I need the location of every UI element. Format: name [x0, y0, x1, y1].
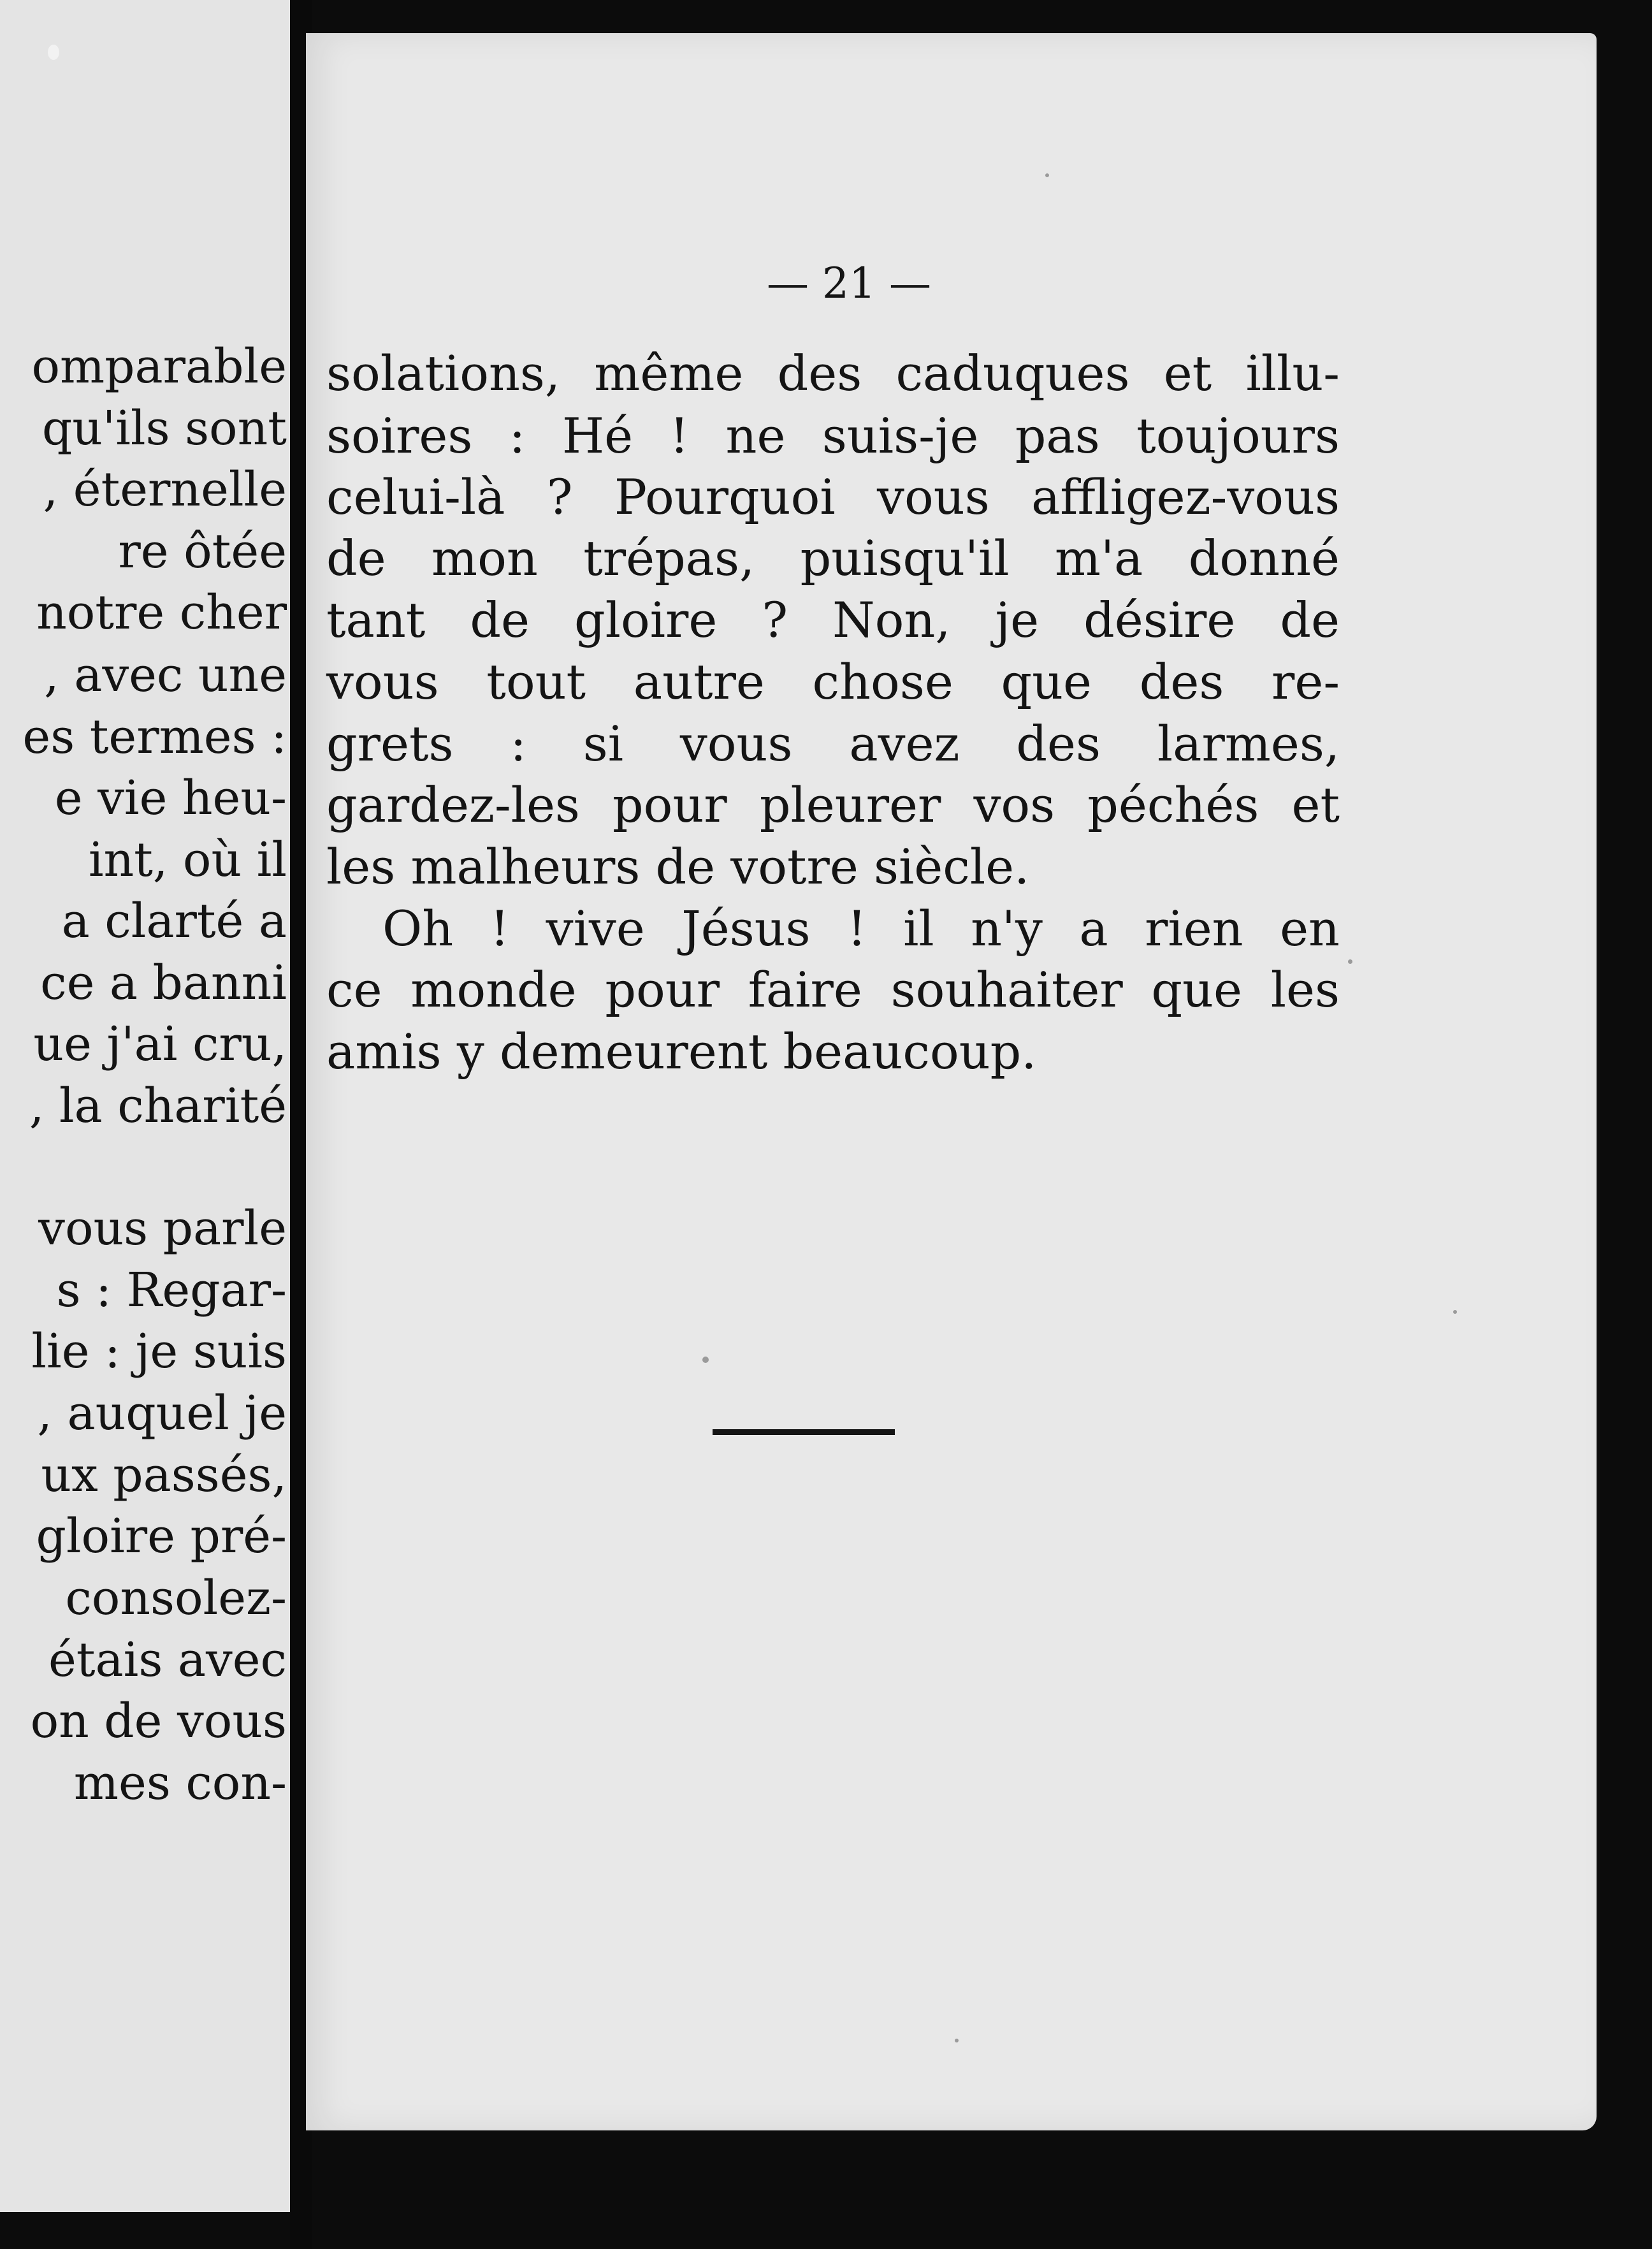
left-text-line: on de vous	[30, 1694, 287, 1749]
left-text-line: a clarté a	[61, 894, 287, 949]
paper-speck	[48, 45, 59, 60]
left-text-line: , éternelle	[43, 462, 287, 517]
body-text-line: gardez-les pour pleurer vos péchés et	[326, 776, 1340, 833]
left-text-line: omparable	[31, 339, 287, 394]
left-text-line: gloire pré-	[36, 1509, 287, 1564]
left-text-line: mes con-	[73, 1756, 287, 1810]
body-text-line: de mon trépas, puisqu'il m'a donné	[326, 530, 1340, 586]
previous-page-fragment	[0, 0, 300, 2212]
left-text-line: int, où il	[88, 833, 287, 887]
left-text-line: s : Regar-	[56, 1263, 287, 1318]
left-text-line: consolez-	[65, 1571, 287, 1626]
body-text-line: grets : si vous avez des larmes,	[326, 715, 1340, 772]
body-text-line: ce monde pour faire souhaiter que les	[326, 961, 1340, 1018]
paper-speck	[702, 1357, 709, 1363]
body-text-line: soires : Hé ! ne suis-je pas toujours	[326, 407, 1340, 464]
left-text-line: ux passés,	[41, 1448, 287, 1503]
body-text-line: amis y demeurent beaucoup.	[326, 1023, 1037, 1080]
page-number: — 21 —	[767, 259, 931, 308]
paper-speck	[1453, 1310, 1457, 1314]
left-text-line: vous parle	[38, 1201, 287, 1256]
paragraph-first-line: Oh ! vive Jésus ! il n'y a rien en	[382, 900, 1340, 957]
left-text-line: , la charité	[29, 1079, 287, 1133]
paper-speck	[1348, 959, 1352, 964]
paper-speck	[1045, 173, 1049, 177]
body-text-line: les malheurs de votre siècle.	[326, 838, 1030, 895]
left-text-line: es termes :	[22, 710, 287, 764]
left-text-line: qu'ils sont	[41, 401, 287, 456]
left-text-line: e vie heu-	[54, 771, 287, 826]
left-text-line: ce a banni	[40, 956, 287, 1010]
left-text-line: re ôtée	[118, 524, 287, 579]
body-text-line: solations, même des caduques et illu-	[326, 345, 1340, 402]
left-text-line: notre cher	[36, 585, 287, 640]
left-text-line: , avec une	[44, 648, 287, 702]
paper-speck	[955, 2039, 959, 2042]
body-text-line: tant de gloire ? Non, je désire de	[326, 592, 1340, 648]
left-text-line: lie : je suis	[31, 1324, 287, 1379]
left-text-line: ue j'ai cru,	[33, 1017, 287, 1072]
section-end-rule	[713, 1429, 895, 1435]
body-text-line: celui-là ? Pourquoi vous affligez-vous	[326, 469, 1340, 525]
left-text-line: , auquel je	[37, 1386, 287, 1441]
left-text-line: étais avec	[48, 1633, 287, 1687]
body-text-line: vous tout autre chose que des re-	[326, 653, 1340, 710]
